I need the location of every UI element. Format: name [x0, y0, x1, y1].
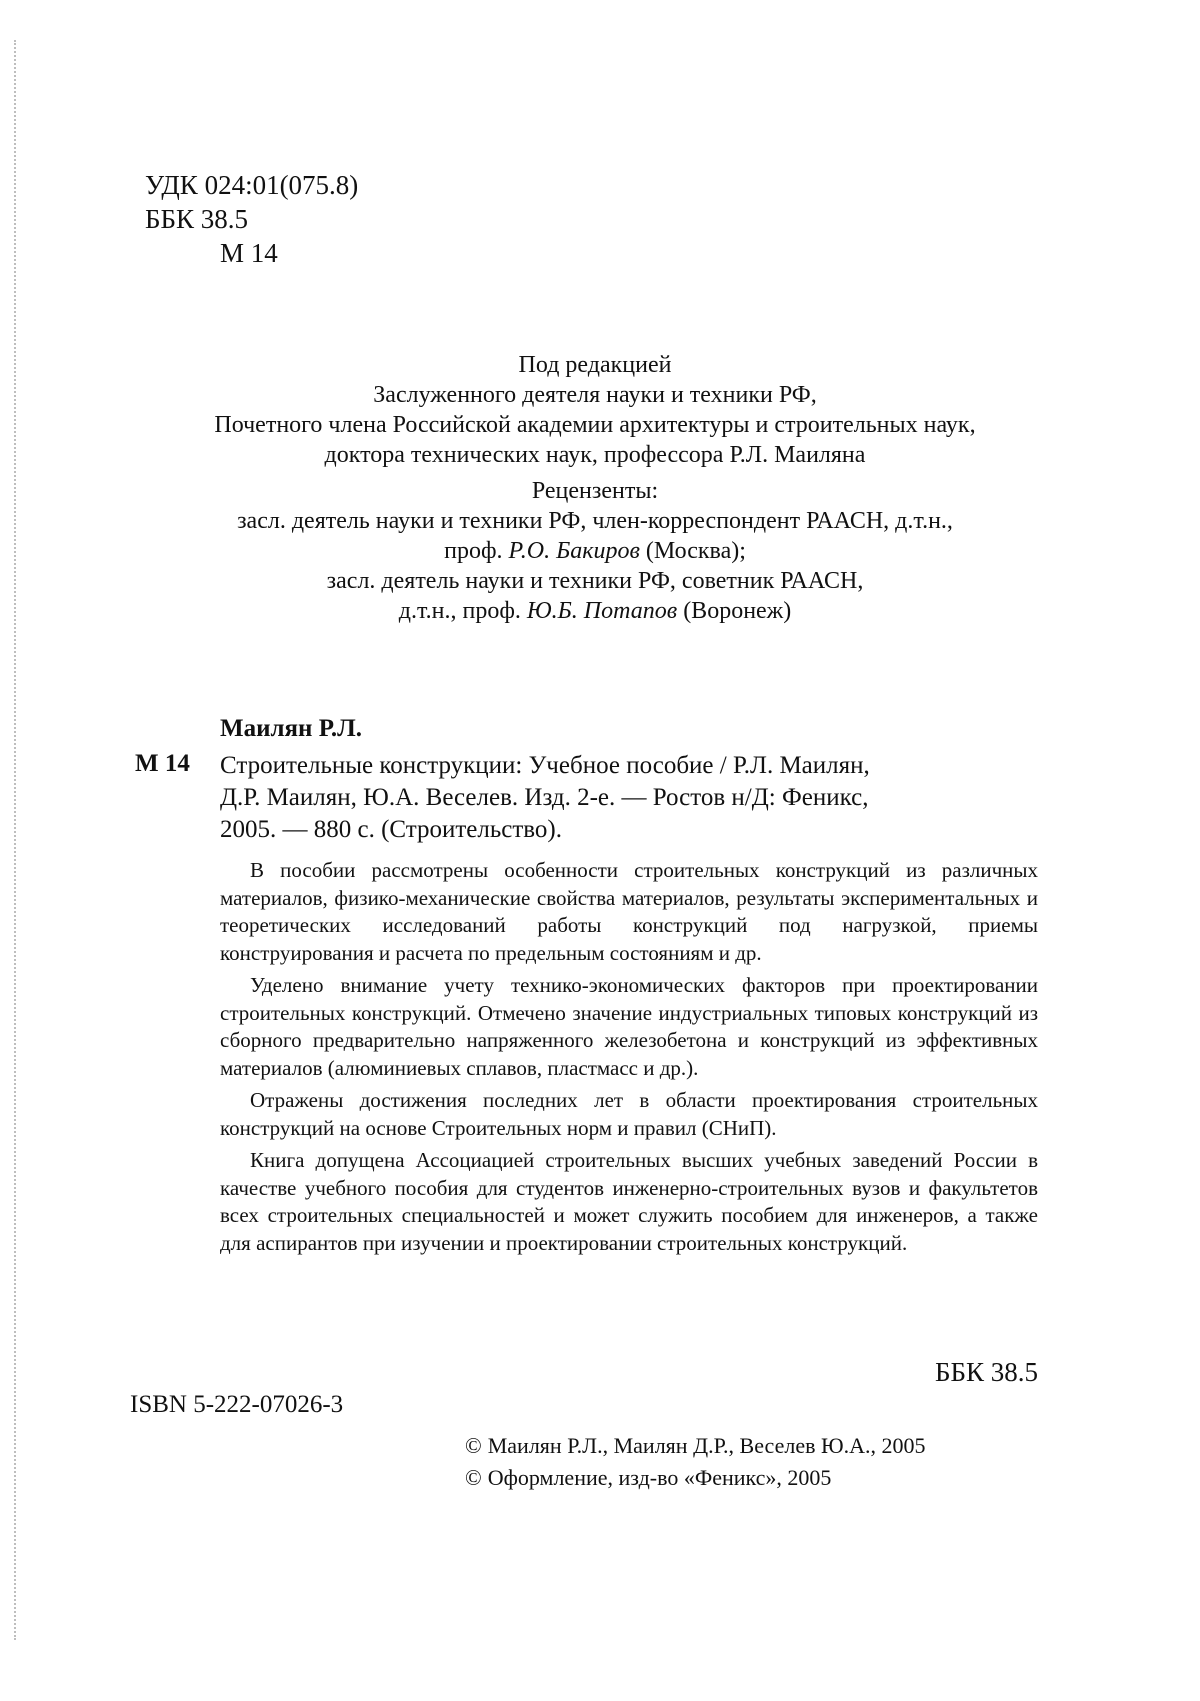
reviewer-1-prefix: проф.: [444, 538, 503, 564]
isbn: ISBN 5-222-07026-3: [130, 1391, 344, 1418]
reviewer-2-line-1: засл. деятель науки и техники РФ, советник РААСН,: [326, 568, 864, 594]
reviewer-2-prefix: д.т.н., проф.: [398, 598, 521, 624]
author-sign: М 14: [220, 238, 278, 268]
classification-codes: [145, 168, 358, 270]
copyright-icon: ©: [465, 1433, 482, 1458]
catalog-author: Маилян Р.Л.: [220, 715, 362, 742]
scan-edge-artifact: [14, 40, 20, 1640]
copyright-line-1: [465, 1430, 925, 1462]
reviewer-2-name: Ю.Б. Потапов: [526, 598, 678, 624]
abstract-paragraph-2: Уделено внимание учету технико-экономических факторов при проектировании строительных конструкций. Отмечено значение индустриальных типовых конструкций из сборного предварительно напряженного железобетона и конструкций из эффективных материалов (алюминиевых сплавов, пластмасс и др.).: [220, 973, 1038, 1080]
copyright-icon: ©: [465, 1465, 482, 1490]
catalog-line-2: Д.Р. Маилян, Ю.А. Веселев. Изд. 2-е. — Ростов н/Д: Феникс,: [220, 784, 869, 811]
catalog-code: М 14: [135, 750, 190, 777]
copyright-text-2: Оформление, изд-во «Феникс», 2005: [487, 1465, 832, 1490]
copyright-block: [465, 1430, 925, 1494]
reviewer-1-name: Р.О. Бакиров: [508, 538, 640, 564]
copyright-text-1: Маилян Р.Л., Маилян Д.Р., Веселев Ю.А., 2005: [487, 1433, 926, 1458]
reviewer-2-line-2: [120, 596, 1070, 626]
editor-intro: Под редакцией: [518, 352, 672, 378]
editor-line-2: Почетного члена Российской академии архитектуры и строительных наук,: [214, 412, 976, 438]
abstract-paragraph-4: Книга допущена Ассоциацией строительных высших учебных заведений России в качестве учебного пособия для студентов инженерно-строительных вузов и факультетов всех строительных специальностей и может служить пособием для инженеров, а также для аспирантов при изучении и проектировании строительных конструкций.: [220, 1148, 1038, 1255]
abstract: [220, 857, 1038, 1262]
abstract-paragraph-1: В пособии рассмотрены особенности строительных конструкций из различных материалов, физико-механические свойства материалов, результаты экспериментальных и теоретических исследований работы конструкций под нагрузкой, приемы конструирования и расчета по предельным состояниям и др.: [220, 858, 1038, 965]
copyright-line-2: [465, 1462, 925, 1494]
editor-and-reviewers: [120, 350, 1070, 626]
reviewer-1-city: (Москва);: [645, 538, 746, 564]
catalog-line-3: 2005. — 880 с. (Строительство).: [220, 816, 563, 843]
abstract-paragraph-3: Отражены достижения последних лет в области проектирования строительных конструкций на основе Строительных норм и правил (СНиП).: [220, 1088, 1038, 1140]
reviewers-heading: Рецензенты:: [531, 478, 659, 504]
catalog-line-1: Строительные конструкции: Учебное пособие / Р.Л. Маилян,: [220, 752, 870, 779]
bbk-code: ББК 38.5: [145, 204, 249, 234]
editor-line-3: доктора технических наук, профессора Р.Л. Маиляна: [324, 442, 866, 468]
reviewer-1-line-1: засл. деятель науки и техники РФ, член-корреспондент РААСН, д.т.н.,: [237, 508, 953, 534]
editor-line-1: Заслуженного деятеля науки и техники РФ,: [373, 382, 817, 408]
udc-code: УДК 024:01(075.8): [145, 170, 359, 200]
bbk-bottom: ББК 38.5: [934, 1357, 1038, 1387]
reviewer-1-line-2: [120, 536, 1070, 566]
reviewer-2-city: (Воронеж): [683, 598, 792, 624]
catalog-entry: [220, 750, 1038, 846]
